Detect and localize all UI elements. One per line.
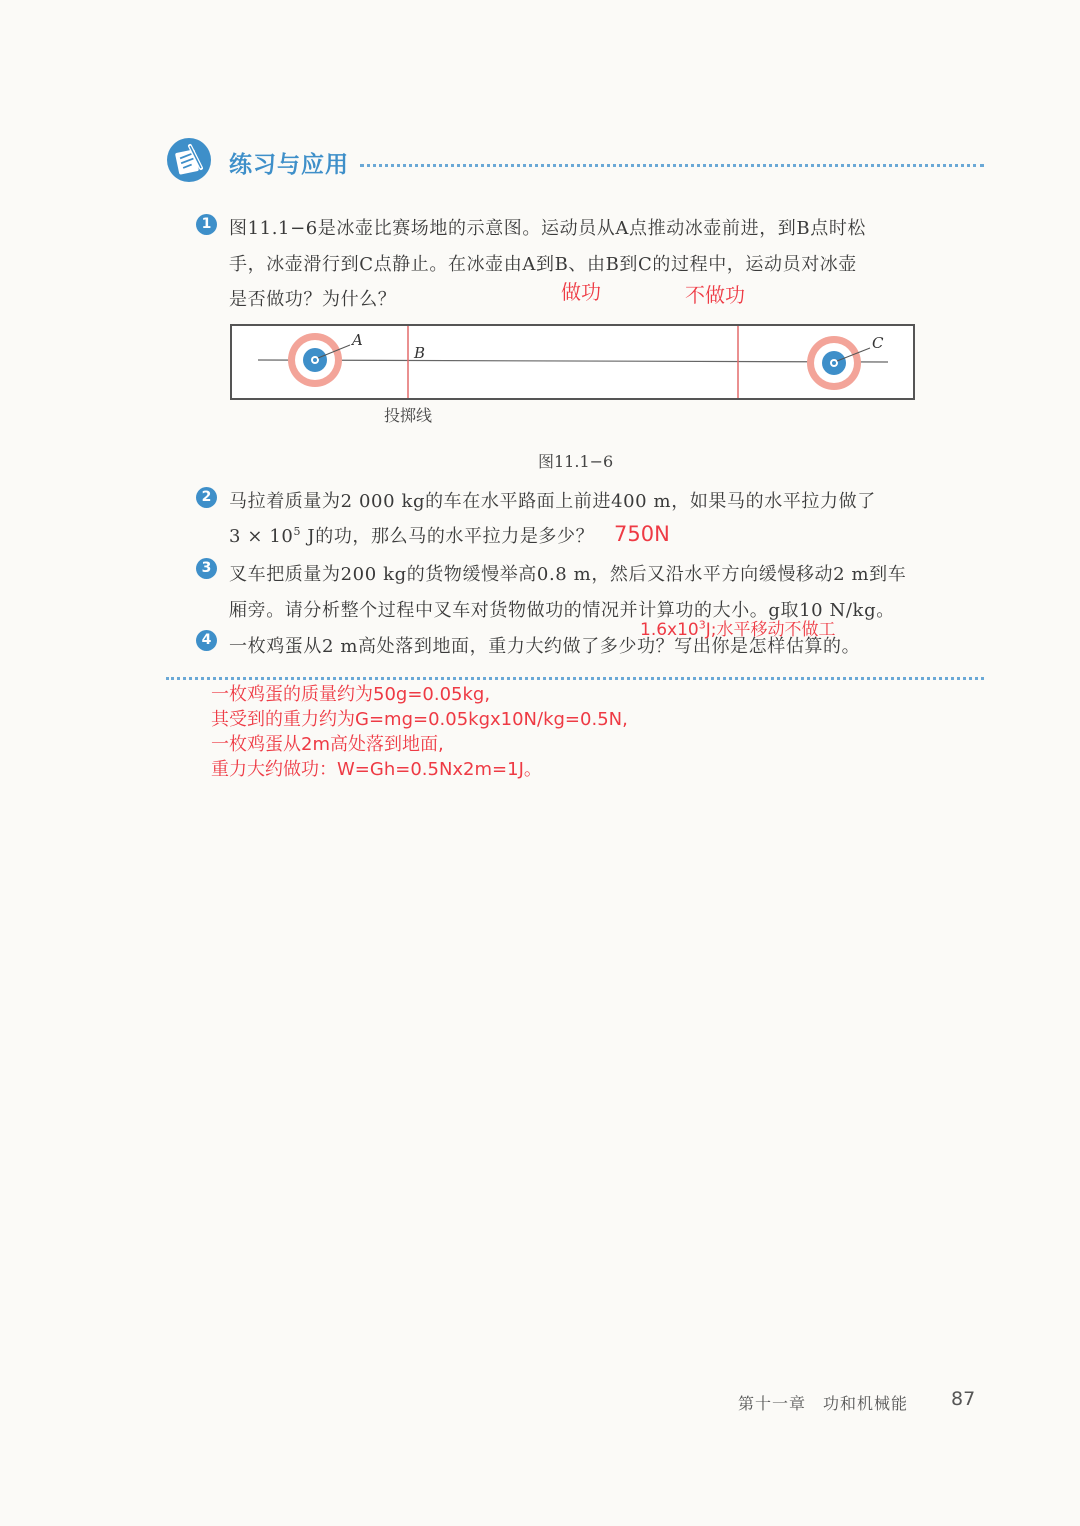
question-3-number: 3 <box>196 558 217 579</box>
throw-line-label: 投掷线 <box>384 406 433 425</box>
question-1-line-2: 手，冰壶滑行到C点静止。在冰壶由A到B、由B到C的过程中，运动员对冰壶 <box>229 254 857 275</box>
answer-2: 750N <box>614 522 670 546</box>
question-3-line-2: 厢旁。请分析整个过程中叉车对货物做功的情况并计算功的大小。g取10 N/kg。 <box>229 600 895 621</box>
question-4-number: 4 <box>196 630 217 651</box>
answer-1-bc: 不做功 <box>685 283 745 307</box>
answer-4-line: 一枚鸡蛋的质量约为50g=0.05kg, <box>211 684 491 705</box>
page-number: 87 <box>951 1388 976 1410</box>
figure-caption: 图11.1−6 <box>538 452 614 471</box>
curling-field-diagram <box>228 320 918 404</box>
answer-4-line: 一枚鸡蛋从2m高处落到地面, <box>211 734 444 755</box>
question-1-line-3: 是否做功？为什么？ <box>229 289 397 310</box>
point-b-label: B <box>414 344 426 362</box>
question-2-number: 2 <box>196 487 217 508</box>
answer-3: $1.6x10^3J$;水平移动不做工 <box>640 618 836 640</box>
section-title: 练习与应用 <box>229 152 349 178</box>
question-2-line-2: $3 \times 10^5$ J的功，那么马的水平拉力是多少？ <box>229 525 595 547</box>
exercise-section-icon <box>166 137 212 183</box>
point-c-label: C <box>872 334 884 352</box>
answer-1-ab: 做功 <box>561 280 601 304</box>
target-circle-a <box>288 333 342 387</box>
answer-4 <box>211 682 628 782</box>
question-3-line-1: 叉车把质量为200 kg的货物缓慢举高0.8 m，然后又沿水平方向缓慢移动2 m到车 <box>229 564 907 585</box>
section-end-divider <box>166 677 984 680</box>
answer-4-line: 重力大约做功：W=Gh=0.5Nx2m=1J。 <box>211 759 542 780</box>
point-a-label: A <box>352 331 363 349</box>
question-1-line-1: 图11.1−6是冰壶比赛场地的示意图。运动员从A点推动冰壶前进，到B点时松 <box>229 218 867 239</box>
target-circle-c <box>807 336 861 390</box>
question-2-line-1: 马拉着质量为2 000 kg的车在水平路面上前进400 m，如果马的水平拉力做了 <box>229 491 876 512</box>
question-4-line-1: 一枚鸡蛋从2 m高处落到地面，重力大约做了多少功？写出你是怎样估算的。 <box>229 636 861 657</box>
chapter-title: 第十一章 功和机械能 <box>738 1394 909 1413</box>
question-1-number: 1 <box>196 214 217 235</box>
answer-4-line: 其受到的重力约为G=mg=0.05kgx10N/kg=0.5N, <box>211 709 628 730</box>
header-divider <box>360 164 984 167</box>
